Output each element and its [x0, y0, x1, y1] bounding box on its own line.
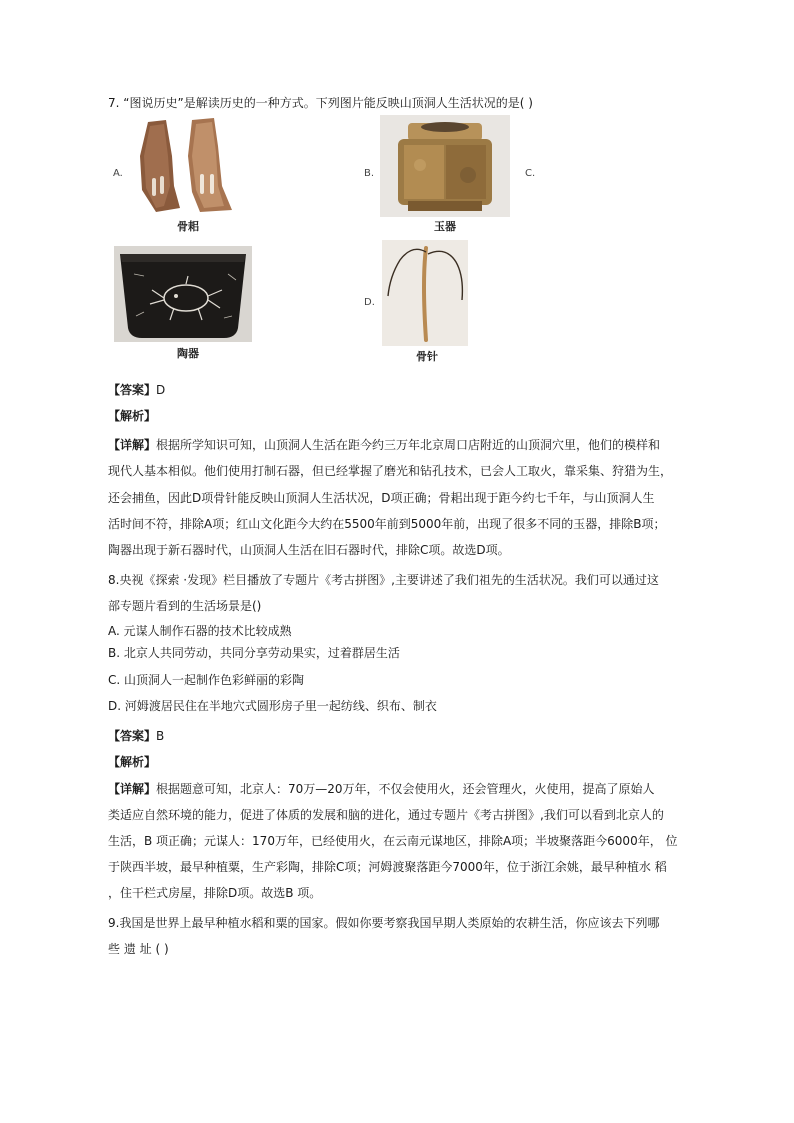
q8-stem-line-1: 8.央视《探索 ·发现》栏目播放了专题片《考古拼图》,主要讲述了我们祖先的生活状况。我们可以通过这	[108, 573, 659, 587]
q7-detail-line-3: 还会捕鱼，因此D项骨针能反映山顶洞人生活状况，D项正确；骨耜出现于距今约七千年，与山顶洞人生	[108, 491, 655, 505]
q7-option-c-label: C.	[525, 168, 536, 179]
jade-artifact-image	[380, 115, 510, 217]
q7-option-a-label: A.	[113, 168, 123, 179]
q8-detail-line-4: 于陕西半坡，最早种植粟，生产彩陶，排除C项；河姆渡聚落距今7000年，位于浙江余姚，最早种植水 稻	[108, 860, 667, 874]
q7-option-c-caption: 陶器	[177, 347, 199, 360]
bone-needle-image	[382, 240, 468, 346]
q8-option-d: D. 河姆渡居民住在半地穴式圆形房子里一起纺线、织布、制衣	[108, 699, 437, 713]
q7-detail-text: 根据所学知识可知，山顶洞人生活在距今约三万年北京周口店附近的山顶洞穴里，他们的模样和	[156, 438, 661, 452]
bone-spade-image	[136, 116, 236, 216]
q7-detail-line-4: 活时间不符，排除A项；红山文化距今大约在5500年前到5000年前，出现了很多不同的玉器，排除B项；	[108, 517, 666, 531]
q7-option-b-caption: 玉器	[434, 220, 456, 233]
q7-option-d-caption: 骨针	[416, 350, 438, 363]
q8-option-c: C. 山顶洞人一起制作色彩鲜丽的彩陶	[108, 673, 305, 687]
q8-stem-line-2: 部专题片看到的生活场景是()	[108, 599, 262, 613]
q8-answer: B	[156, 729, 165, 743]
q7-analysis-tag: 【解析】	[108, 409, 157, 423]
q8-option-a: A. 元谋人制作石器的技术比较成熟	[108, 624, 292, 638]
q7-option-b-label: B.	[364, 168, 375, 179]
q8-answer-line	[108, 728, 164, 744]
q7-answer-line	[108, 382, 165, 398]
q8-detail-line-5: ，住干栏式房屋，排除D项。故选B 项。	[108, 886, 322, 900]
q8-analysis-tag: 【解析】	[108, 755, 157, 769]
q7-option-a-caption: 骨耜	[177, 220, 199, 233]
q8-detail-line-2: 类适应自然环境的能力，促进了体质的发展和脑的进化，通过专题片《考古拼图》,我们可以看到北京人的	[108, 808, 664, 822]
q8-detail-line-1	[108, 781, 655, 797]
q7-detail-line-5: 陶器出现于新石器时代，山顶洞人生活在旧石器时代，排除C项。故选D项。	[108, 543, 510, 557]
q8-option-b: B. 北京人共同劳动，共同分享劳动果实，过着群居生活	[108, 646, 400, 660]
q8-detail-line-3: 生活，B 项正确；元谋人：170万年，已经使用火，在云南元谋地区，排除A项；半坡聚落距今6000年， 位	[108, 834, 678, 848]
q7-option-d-label: D.	[364, 297, 375, 308]
q9-stem-line-2: 些 遗 址 ( )	[108, 942, 169, 956]
answer-tag: 【答案】	[108, 729, 157, 743]
q8-detail-text: 根据题意可知，北京人：70万—20万年，不仅会使用火，还会管理火，火使用，提高了原始人	[156, 782, 655, 796]
q7-detail-line-2: 现代人基本相似。他们使用打制石器，但已经掌握了磨光和钻孔技术，已会人工取火，靠采集、狩猎为生，	[108, 464, 673, 478]
pottery-image	[114, 246, 252, 342]
q7-stem: 7. “图说历史”是解读历史的一种方式。下列图片能反映山顶洞人生活状况的是( )	[108, 96, 533, 110]
q7-detail-line-1	[108, 437, 660, 453]
q9-stem-line-1: 9.我国是世界上最早种植水稻和粟的国家。假如你要考察我国早期人类原始的农耕生活，你应该去下列哪	[108, 916, 660, 930]
detail-tag: 【详解】	[108, 782, 157, 796]
answer-tag: 【答案】	[108, 383, 157, 397]
detail-tag: 【详解】	[108, 438, 157, 452]
q7-answer: D	[156, 383, 166, 397]
